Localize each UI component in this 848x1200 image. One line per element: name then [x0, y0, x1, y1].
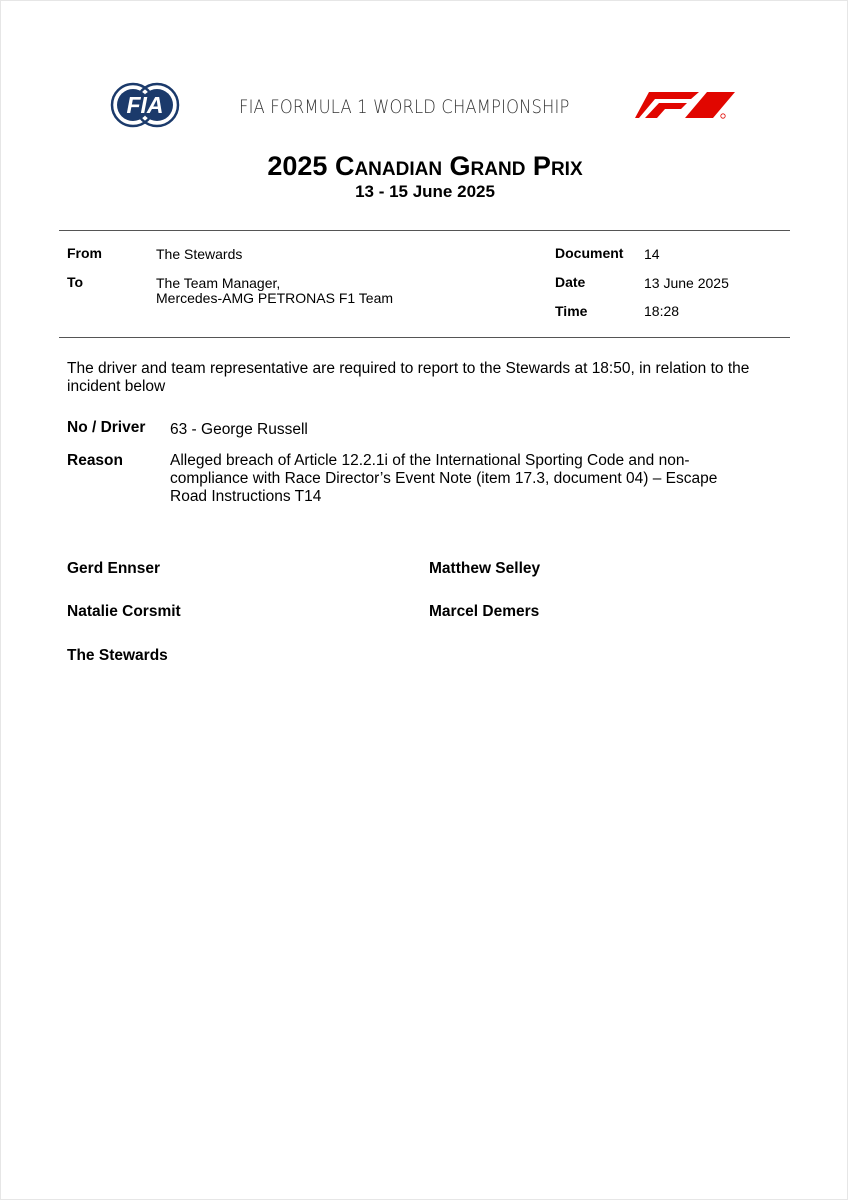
from-label: From — [67, 245, 102, 261]
from-value: The Stewards — [156, 246, 243, 262]
date-value: 13 June 2025 — [644, 275, 729, 291]
time-value: 18:28 — [644, 303, 680, 319]
reason-label: Reason — [67, 452, 123, 469]
reason-line: compliance with Race Director’s Event Note (item 17.3, document 04) – Escape — [170, 470, 718, 487]
date-label: Date — [555, 274, 586, 290]
document-label: Document — [555, 245, 624, 261]
to-value-line1: The Team Manager, — [156, 275, 281, 291]
fia-logo — [109, 80, 181, 130]
steward-name: Marcel Demers — [429, 603, 540, 620]
time-label: Time — [555, 303, 588, 319]
steward-name: Natalie Corsmit — [67, 603, 181, 620]
driver-value: 63 - George Russell — [170, 421, 308, 438]
reason-line: Alleged breach of Article 12.2.1i of the International Sporting Code and non- — [170, 452, 690, 469]
event-dates: 13 - 15 June 2025 — [355, 182, 495, 201]
f1-logo — [635, 90, 741, 120]
reason-line: Road Instructions T14 — [170, 488, 322, 505]
intro-line: incident below — [67, 378, 166, 395]
steward-name: Matthew Selley — [429, 560, 541, 577]
championship-title: FIA FORMULA 1 WORLD CHAMPIONSHIP — [239, 96, 570, 118]
fia-logo-text: FIA — [126, 92, 164, 118]
to-label: To — [67, 274, 84, 290]
divider — [59, 337, 790, 338]
divider — [59, 230, 790, 231]
driver-label: No / Driver — [67, 419, 146, 436]
to-value-line2: Mercedes-AMG PETRONAS F1 Team — [156, 290, 394, 306]
steward-name: Gerd Ennser — [67, 560, 161, 577]
intro-line: The driver and team representative are required to report to the Stewards at 18:50, in relation to the — [67, 360, 750, 377]
event-title: 2025 Canadian Grand Prix — [267, 151, 583, 181]
document-value: 14 — [644, 246, 660, 262]
stewards-footer: The Stewards — [67, 647, 168, 664]
